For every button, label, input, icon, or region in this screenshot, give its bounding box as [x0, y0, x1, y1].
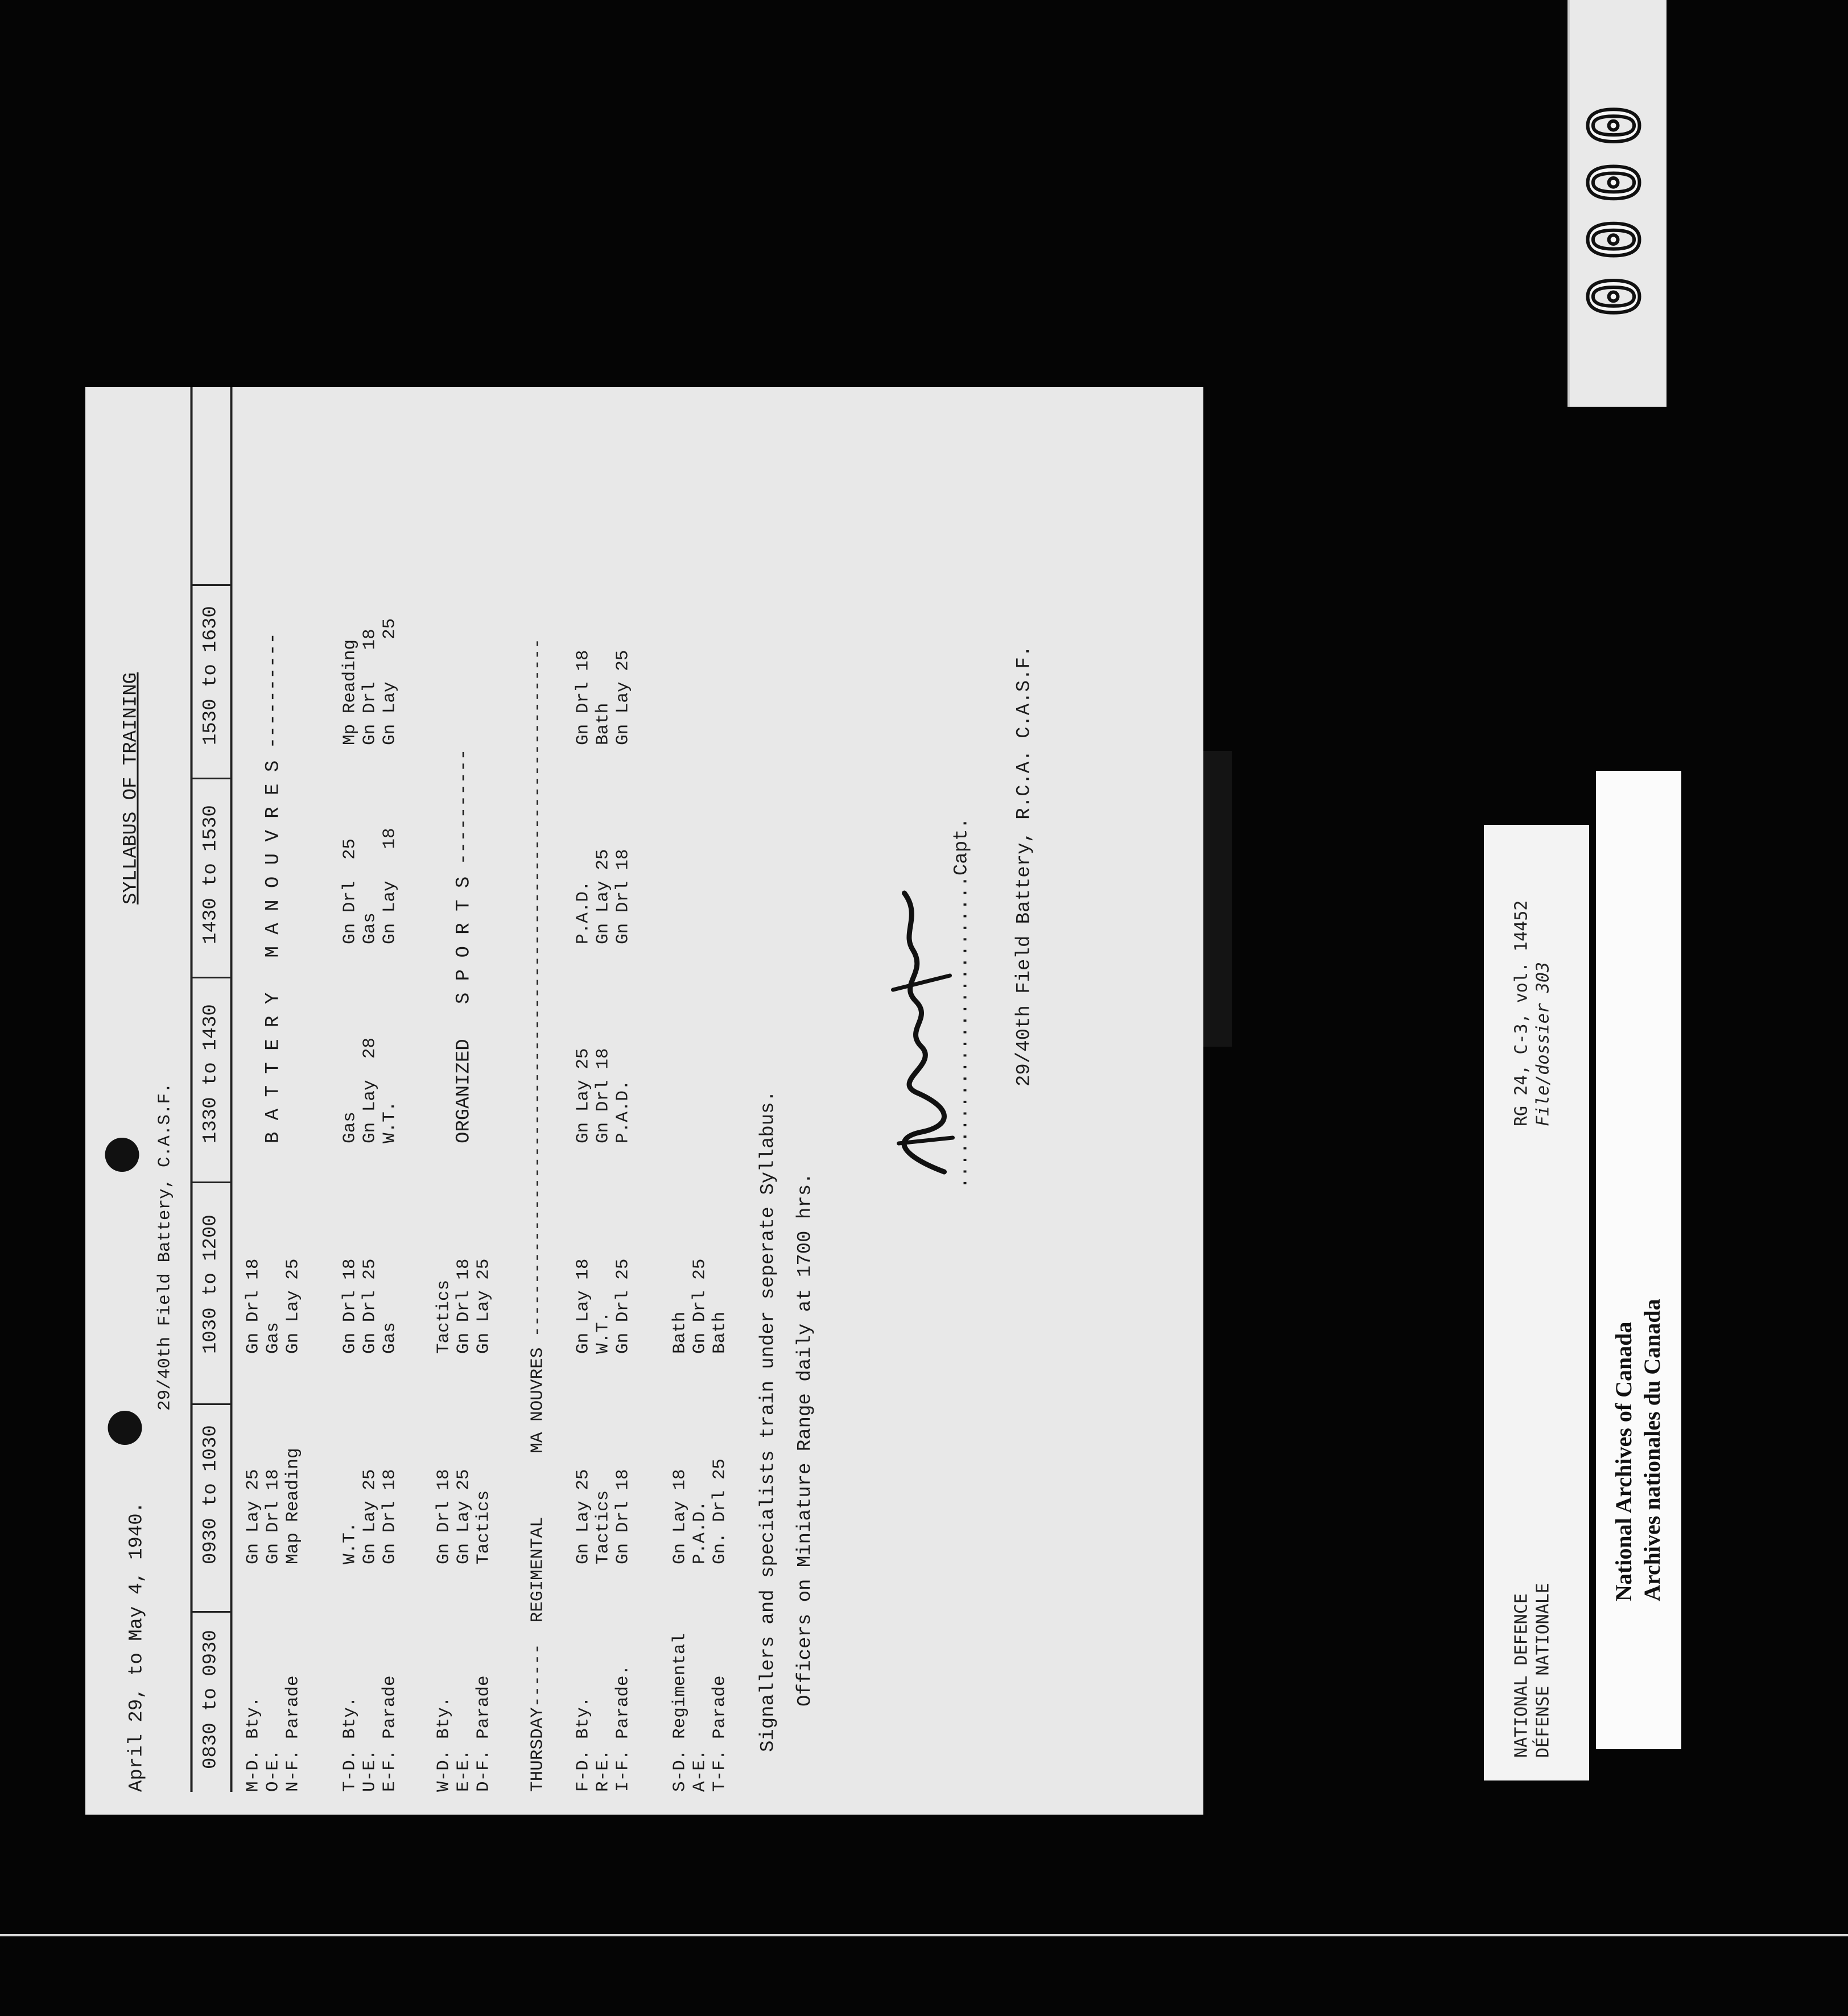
- cell: Gn Drl 18: [613, 1469, 633, 1564]
- time-header: 0830 to 0930: [200, 1630, 222, 1769]
- banner-organized-sports: ORGANIZED S P O R T S ----------: [453, 749, 475, 1143]
- cell: Gn Lay 18: [573, 1258, 593, 1354]
- cell: Gn Lay 25: [473, 1258, 494, 1354]
- note-officers: Officers on Miniature Range daily at 1700 hrs.: [794, 1172, 816, 1707]
- cell: Gn Lay 25: [283, 1258, 303, 1354]
- label-national-archives: National Archives of Canada: [1611, 1321, 1636, 1601]
- document-title: SYLLABUS OF TRAINING: [120, 672, 142, 904]
- cell: Gn Drl 18: [434, 1469, 454, 1564]
- cell: Gn Drl 18: [243, 1258, 263, 1354]
- cell: Bath: [710, 1311, 730, 1354]
- cell: Map Reading: [283, 1448, 303, 1564]
- cell: Gn Drl 18: [380, 1469, 400, 1564]
- row-label: F-D. Bty.: [573, 1696, 593, 1792]
- row-label: U-E.: [360, 1749, 380, 1792]
- label-national-defence: NATIONAL DEFENCE: [1511, 1593, 1532, 1758]
- label-defense-nationale: DÉFENSE NATIONALE: [1533, 1583, 1553, 1758]
- row-label: T-D. Bty.: [340, 1696, 360, 1792]
- cell: Gn Drl 25: [690, 1258, 710, 1354]
- column-divider: [191, 584, 230, 586]
- cell: Bath: [593, 703, 613, 745]
- column-divider: [191, 1181, 230, 1183]
- cell: Tactics: [434, 1279, 454, 1354]
- label-rg-reference: RG 24, C-3, vol. 14452: [1511, 900, 1532, 1126]
- label-archives-nationales: Archives nationales du Canada: [1639, 1299, 1665, 1601]
- row-label: E-F. Parade: [380, 1675, 400, 1792]
- cell: Gn Drl 25: [340, 838, 360, 944]
- cell: Gn Lay 25: [613, 650, 633, 745]
- unit-line: 29/40th Field Battery, C.A.S.F.: [155, 1083, 175, 1411]
- cell: Gn Lay 25: [243, 1469, 263, 1564]
- row-label: E-E.: [453, 1749, 474, 1792]
- cell: Gn Lay 18: [380, 828, 400, 944]
- row-label: D-F. Parade: [473, 1675, 494, 1792]
- cell: P.A.D.: [573, 881, 593, 944]
- cell: Gn Drl 18: [453, 1258, 474, 1354]
- cell: W.T.: [340, 1522, 360, 1564]
- row-label: S-D. Regimental: [670, 1633, 690, 1792]
- cell: Bath: [670, 1311, 690, 1354]
- signature-line: ...........................Capt.: [951, 817, 973, 1189]
- column-divider: [191, 1611, 230, 1613]
- thursday-regimental-manouvres: THURSDAY------ REGIMENTAL MA NOUVRES ------------------------------------------------------------------: [527, 638, 548, 1792]
- film-edge-line: [0, 1934, 1848, 1936]
- syllabus-document: [85, 387, 1203, 1815]
- cell: Gn Lay 25: [453, 1469, 474, 1564]
- time-header: 1430 to 1530: [200, 805, 222, 944]
- cell: Gn Lay 25: [380, 618, 400, 745]
- rg-reference-label: [1484, 825, 1589, 1780]
- cell: Gn Lay 25: [573, 1469, 593, 1564]
- cell: Gn Drl 18: [263, 1469, 283, 1564]
- time-header: 1330 to 1430: [200, 1004, 222, 1143]
- row-label: W-D. Bty.: [434, 1696, 454, 1792]
- cell: Gn Drl 18: [613, 849, 633, 944]
- cell: Tactics: [473, 1490, 494, 1564]
- cell: Gn Drl 25: [613, 1258, 633, 1354]
- sheet-fold-shadow: [1203, 751, 1232, 1047]
- cell: Gn Drl 18: [340, 1258, 360, 1354]
- label-file-dossier: File/dossier 303: [1533, 962, 1553, 1126]
- cell: Gn Drl 18: [573, 650, 593, 745]
- row-label: M-D. Bty.: [243, 1696, 263, 1792]
- cell: Gn Lay 18: [670, 1469, 690, 1564]
- row-label: N-F. Parade: [283, 1675, 303, 1792]
- cell: Gas: [380, 1322, 400, 1354]
- table-header-rule: [230, 387, 233, 1792]
- cell: W.T.: [593, 1311, 613, 1354]
- cell: Mp Reading: [340, 639, 360, 745]
- cell: Gn Drl 18: [593, 1048, 613, 1143]
- punch-hole: [105, 1138, 139, 1172]
- cell: Gn Lay 25: [360, 1469, 380, 1564]
- cell: P.A.D.: [613, 1080, 633, 1143]
- cell: Gn. Drl 25: [710, 1458, 730, 1564]
- cell: Tactics: [593, 1490, 613, 1564]
- column-divider: [191, 778, 230, 779]
- row-label: A-E.: [690, 1749, 710, 1792]
- cell: Gn Lay 25: [573, 1048, 593, 1143]
- row-label: R-E.: [593, 1749, 613, 1792]
- cell: Gn Lay 25: [593, 849, 613, 944]
- cell: W.T.: [380, 1101, 400, 1143]
- table-top-rule: [191, 387, 193, 1792]
- time-header: 1030 to 1200: [200, 1214, 222, 1354]
- column-divider: [191, 1403, 230, 1405]
- cell: Gn Lay 28: [360, 1037, 380, 1143]
- column-divider: [191, 977, 230, 978]
- punch-hole: [108, 1411, 142, 1445]
- row-label: I-F. Parade.: [613, 1664, 633, 1792]
- frame-number: 0000: [1576, 89, 1655, 317]
- cell: Gas: [263, 1322, 283, 1354]
- row-label: O-E.: [263, 1749, 283, 1792]
- row-label: T-F. Parade: [710, 1675, 730, 1792]
- signature-unit: 29/40th Field Battery, R.C.A. C.A.S.F.: [1013, 645, 1036, 1087]
- note-signallers: Signallers and specialists train under seperate Syllabus.: [757, 1090, 779, 1752]
- cell: P.A.D.: [690, 1501, 710, 1564]
- date-line: April 29, to May 4, 1940.: [126, 1501, 148, 1792]
- time-header: 1530 to 1630: [200, 606, 222, 745]
- cell: Gn Drl 25: [360, 1258, 380, 1354]
- banner-battery-manouvres: B A T T E R Y M A N O U V R E S ----------: [262, 633, 284, 1143]
- time-header: 0930 to 1030: [200, 1425, 222, 1564]
- cell: Gn Drl 18: [360, 629, 380, 745]
- cell: Gas: [360, 912, 380, 944]
- archives-label: [1596, 771, 1681, 1749]
- cell: Gas: [340, 1112, 360, 1143]
